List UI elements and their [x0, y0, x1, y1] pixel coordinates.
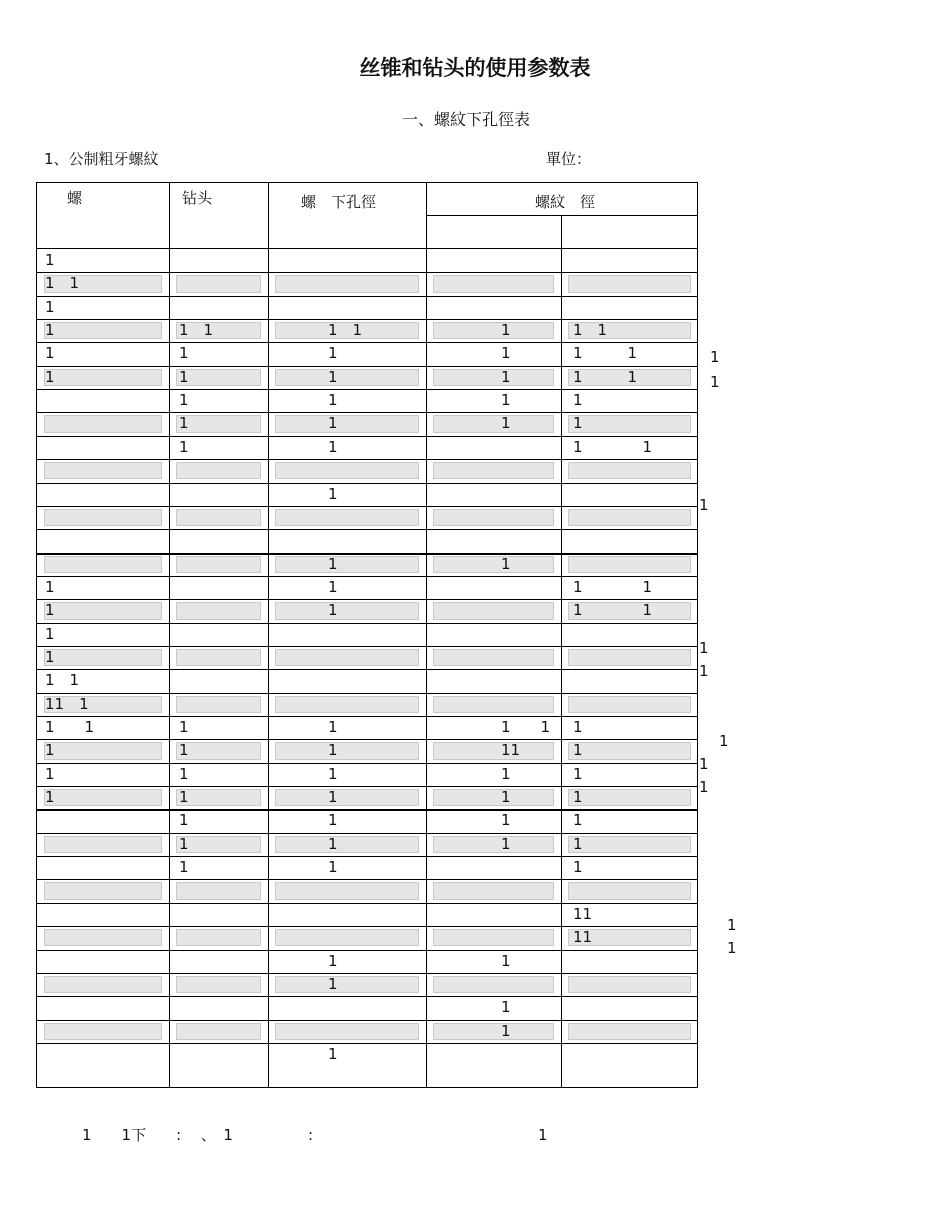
table-cell: 1 — [501, 414, 511, 433]
cell-shade — [275, 1023, 419, 1040]
cell-shade — [568, 556, 691, 573]
cell-shade — [275, 649, 419, 666]
cell-shade — [44, 976, 162, 993]
table-cell: 1 — [573, 741, 583, 760]
table-cell: 1 — [328, 858, 338, 877]
margin-mark: 1 — [699, 778, 709, 796]
cell-shade — [176, 929, 261, 946]
table-cell: 1 — [501, 951, 511, 970]
table-cell: 1 — [573, 764, 583, 783]
table-cell: 1 — [179, 367, 189, 386]
table-cell: 1 — [501, 811, 511, 830]
cell-shade — [433, 742, 554, 759]
table-cell: 1 — [328, 1044, 338, 1063]
table-cell: 1 — [573, 788, 583, 807]
cell-shade — [275, 976, 419, 993]
table-cell: 1 — [179, 718, 189, 736]
cell-shade — [568, 275, 691, 292]
cell-shade — [275, 415, 419, 432]
table-cell: 1 — [328, 484, 338, 503]
cell-shade — [568, 649, 691, 666]
cell-shade — [44, 369, 162, 386]
table-cell: 1 — [328, 951, 338, 970]
cell-shade — [44, 322, 162, 339]
table-cell: 1 — [179, 414, 189, 433]
cell-shade — [44, 929, 162, 946]
cell-shade — [433, 415, 554, 432]
table-cell: 1 — [328, 788, 338, 807]
table-cell: 1 — [45, 367, 55, 386]
cell-shade — [176, 836, 261, 853]
table-cell: 1 — [45, 321, 55, 340]
cell-shade — [433, 882, 554, 899]
table-cell: 1 — [573, 858, 583, 877]
table-cell: 1 1 — [573, 321, 608, 340]
table-cell: 1 — [501, 788, 511, 807]
table-cell: 1 — [501, 764, 511, 783]
margin-mark: 1 — [710, 348, 720, 366]
cell-shade — [44, 882, 162, 899]
table-cell: 1 — [45, 788, 55, 807]
cell-shade — [433, 789, 554, 806]
cell-shade — [44, 1023, 162, 1040]
table-cell: 1 — [501, 391, 511, 410]
cell-shade — [176, 696, 261, 713]
table-cell: 1 — [328, 601, 338, 620]
cell-shade — [433, 369, 554, 386]
margin-mark: 1 — [699, 496, 709, 514]
cell-shade — [433, 836, 554, 853]
thread-drill-table — [36, 182, 698, 1088]
cell-shade — [568, 882, 691, 899]
cell-shade — [176, 649, 261, 666]
table-cell: 11 1 — [45, 694, 89, 713]
table-cell: 1 — [179, 788, 189, 807]
cell-shade — [275, 836, 419, 853]
table-cell: 1 — [501, 834, 511, 853]
margin-mark: 1 — [699, 755, 709, 773]
table-cell: 1 1 — [573, 344, 638, 363]
cell-shade — [568, 509, 691, 526]
margin-mark: 1 — [727, 916, 737, 934]
cell-shade — [568, 742, 691, 759]
table-cell: 1 — [501, 1021, 511, 1040]
table-cell: 1 1 — [573, 367, 638, 386]
cell-shade — [176, 462, 261, 479]
cell-shade — [176, 742, 261, 759]
cell-shade — [176, 602, 261, 619]
cell-shade — [44, 836, 162, 853]
header-tap-hole: 螺 下孔徑 — [301, 193, 377, 211]
table-cell: 1 — [328, 741, 338, 760]
table-cell: 1 1 — [45, 671, 80, 690]
cell-shade — [176, 415, 261, 432]
table-cell: 1 — [45, 647, 55, 666]
margin-mark: 1 — [699, 662, 709, 680]
cell-shade — [176, 976, 261, 993]
cell-shade — [275, 462, 419, 479]
table-cell: 1 1 — [501, 718, 551, 736]
header-thread-diameter: 螺紋 徑 — [535, 193, 596, 211]
unit-label: 單位： — [546, 150, 592, 168]
margin-mark: 1 — [699, 639, 709, 657]
cell-shade — [176, 275, 261, 292]
header-drill: 钻头 — [182, 189, 213, 207]
cell-shade — [176, 509, 261, 526]
cell-shade — [275, 789, 419, 806]
margin-mark: 1 — [710, 373, 720, 391]
table-cell: 1 — [573, 834, 583, 853]
table-cell: 1 — [179, 391, 189, 410]
cell-shade — [275, 556, 419, 573]
cell-shade — [275, 602, 419, 619]
table-cell: 1 — [179, 344, 189, 363]
cell-shade — [433, 696, 554, 713]
cell-shade — [433, 602, 554, 619]
cell-shade — [568, 415, 691, 432]
cell-shade — [433, 649, 554, 666]
table-cell: 1 — [179, 764, 189, 783]
table-cell: 1 — [328, 718, 338, 736]
table-cell: 1 1 — [45, 274, 80, 293]
table-cell: 1 — [45, 344, 55, 363]
cell-shade — [433, 556, 554, 573]
table-cell: 1 — [328, 974, 338, 993]
table-cell: 1 — [328, 834, 338, 853]
cell-shade — [433, 462, 554, 479]
page-title: 丝锥和钻头的使用参数表 — [359, 56, 591, 80]
header-screw: 螺 — [67, 189, 83, 207]
table-cell: 1 — [328, 577, 338, 596]
table-cell: 1 — [45, 297, 55, 316]
cell-shade — [44, 742, 162, 759]
table-cell: 1 — [179, 741, 189, 760]
table-cell: 1 1 — [573, 577, 653, 596]
cell-shade — [433, 509, 554, 526]
table-cell: 1 — [573, 718, 583, 736]
table-cell: 1 1 — [328, 321, 363, 340]
cell-shade — [568, 462, 691, 479]
table-cell: 1 — [501, 367, 511, 386]
table-cell: 1 — [328, 414, 338, 433]
cell-shade — [275, 929, 419, 946]
table-cell: 1 — [328, 437, 338, 456]
cell-shade — [176, 369, 261, 386]
cell-shade — [44, 462, 162, 479]
table-cell: 1 — [501, 998, 511, 1017]
table-cell: 11 — [501, 741, 521, 760]
table-cell: 1 — [328, 811, 338, 830]
table-cell: 1 — [179, 858, 189, 877]
cell-shade — [275, 742, 419, 759]
cell-shade — [44, 789, 162, 806]
table-cell: 1 — [328, 344, 338, 363]
cell-shade — [568, 1023, 691, 1040]
table-cell: 1 — [45, 251, 55, 269]
cell-shade — [44, 649, 162, 666]
cell-shade — [433, 322, 554, 339]
cell-shade — [568, 976, 691, 993]
table-cell: 11 — [573, 904, 593, 923]
cell-shade — [44, 602, 162, 619]
cell-shade — [433, 275, 554, 292]
table-cell: 1 — [45, 601, 55, 620]
cell-shade — [568, 789, 691, 806]
cell-shade — [275, 696, 419, 713]
table-cell: 1 — [501, 344, 511, 363]
table-cell: 1 — [179, 834, 189, 853]
cell-shade — [568, 836, 691, 853]
margin-mark: 1 — [727, 939, 737, 957]
table-cell: 1 1 — [573, 437, 653, 456]
cell-shade — [176, 556, 261, 573]
table-cell: 1 — [45, 624, 55, 643]
table-cell: 1 — [501, 554, 511, 573]
table-cell: 1 — [45, 764, 55, 783]
table-cell: 1 — [328, 391, 338, 410]
table-cell: 1 — [179, 437, 189, 456]
table-cell: 1 — [328, 764, 338, 783]
cell-shade — [275, 882, 419, 899]
table-cell: 1 — [45, 577, 55, 596]
cell-shade — [275, 369, 419, 386]
table-cell: 1 — [328, 554, 338, 573]
cell-shade — [568, 696, 691, 713]
cell-shade — [275, 509, 419, 526]
cell-shade — [433, 1023, 554, 1040]
cell-shade — [275, 275, 419, 292]
cell-shade — [176, 1023, 261, 1040]
table-cell: 1 — [573, 414, 583, 433]
cell-shade — [44, 556, 162, 573]
cell-shade — [44, 415, 162, 432]
table-cell: 11 — [573, 928, 593, 947]
table-cell: 1 — [501, 321, 511, 340]
table-cell: 1 — [328, 367, 338, 386]
cell-shade — [44, 509, 162, 526]
table-cell: 1 — [573, 391, 583, 410]
cell-shade — [176, 882, 261, 899]
table-cell: 1 — [573, 811, 583, 830]
table-cell: 1 1 — [45, 718, 95, 736]
subtitle: 一、螺紋下孔徑表 — [402, 110, 531, 129]
table-cell: 1 1 — [573, 601, 653, 620]
cell-shade — [433, 929, 554, 946]
footer-note: 1 1下 : 、 1 : 1 — [82, 1126, 548, 1144]
margin-mark: 1 — [719, 732, 729, 750]
table-cell: 1 — [179, 811, 189, 830]
cell-shade — [176, 789, 261, 806]
cell-shade — [433, 976, 554, 993]
table-cell: 1 — [45, 741, 55, 760]
table-cell: 1 1 — [179, 321, 214, 340]
section-heading: 1、公制粗牙螺紋 — [44, 150, 159, 168]
